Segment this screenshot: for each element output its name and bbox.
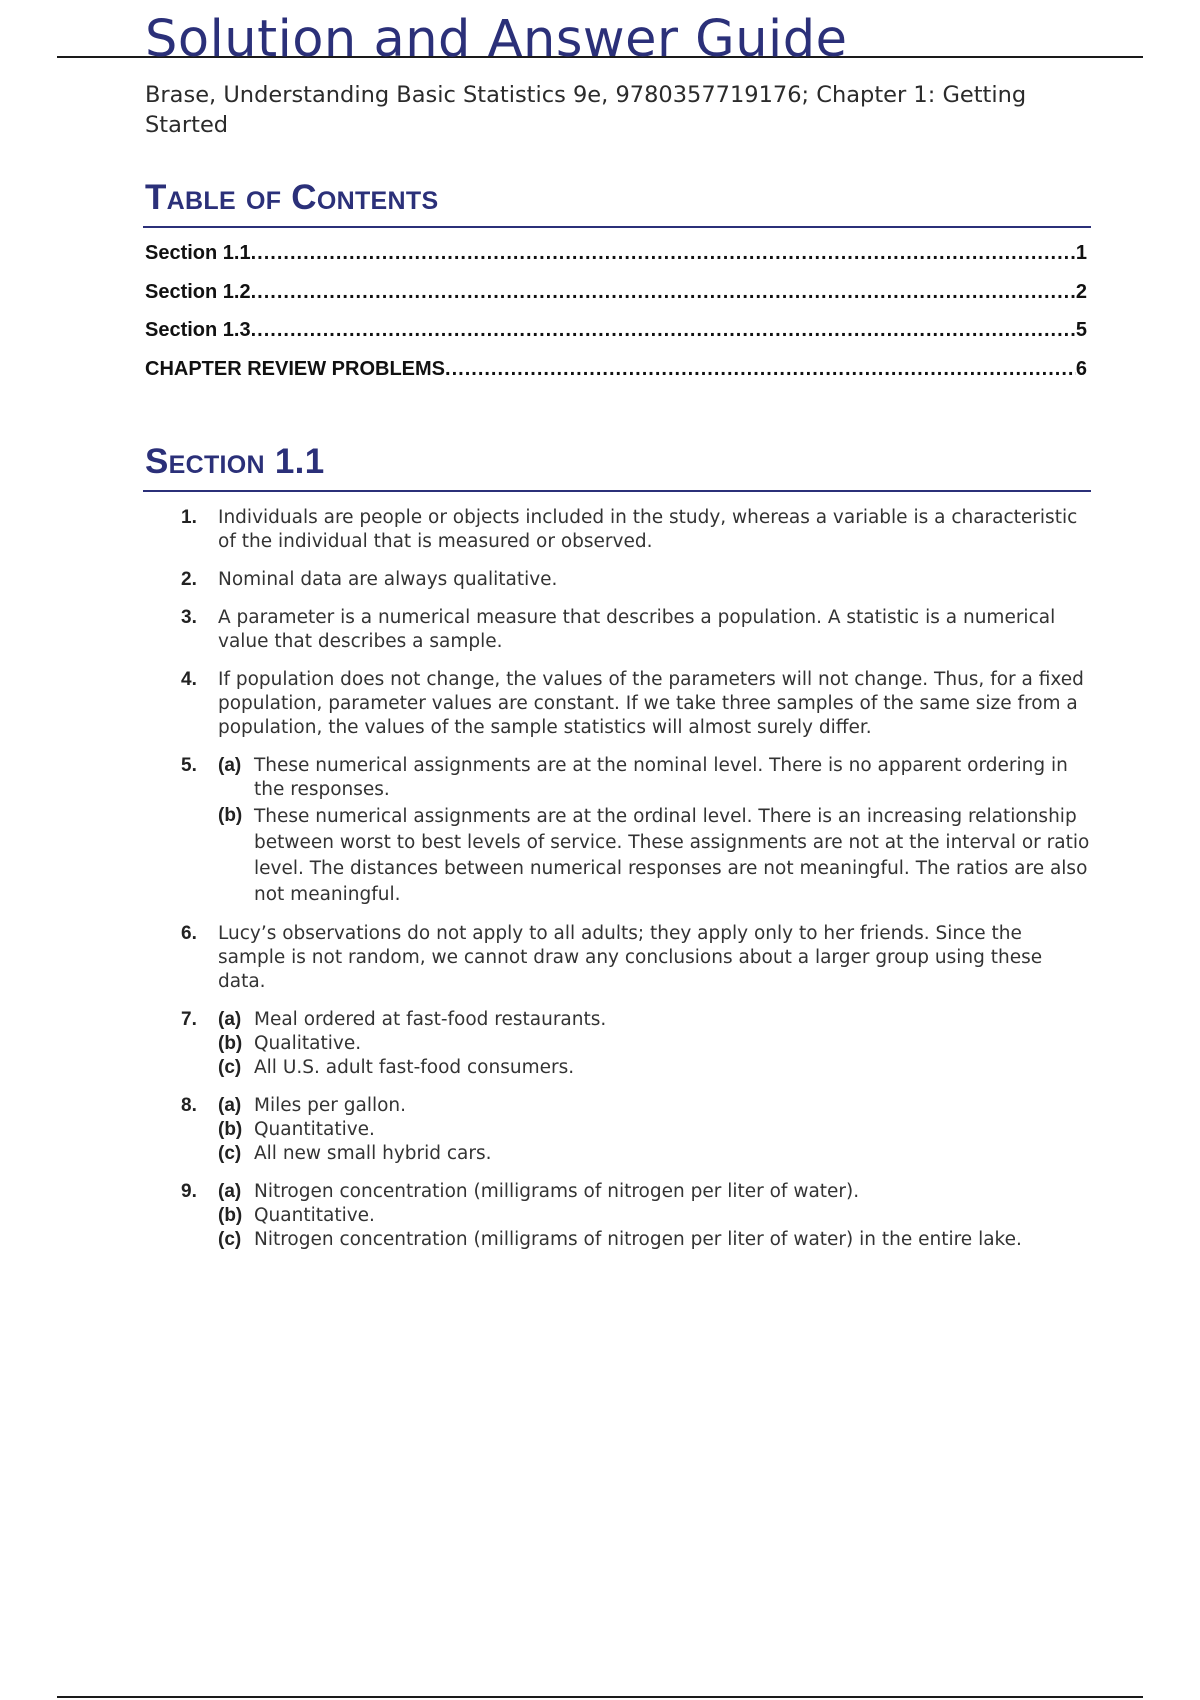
toc-leader-dots (251, 281, 1076, 304)
answer-item (181, 1180, 1091, 1252)
answer-part (218, 1008, 1091, 1032)
answer-item (181, 1008, 1091, 1080)
section-heading-rule (143, 490, 1091, 492)
toc-entry[interactable] (145, 281, 1087, 320)
answer-number: 2. (181, 569, 197, 590)
toc-entry-label: Section 1.2 (145, 280, 251, 303)
part-label: (b) (218, 1205, 243, 1226)
part-text: Miles per gallon. (254, 1095, 407, 1116)
document-title: Solution and Answer Guide (145, 10, 848, 69)
part-label: (b) (218, 1119, 243, 1140)
toc-leader-dots (445, 358, 1076, 381)
answer-item (181, 754, 1091, 908)
answer-text: Lucy’s observations do not apply to all adults; they apply only to her friends. Since the sample is not random, we cannot draw any conclusions about a larger group using these data. (218, 923, 1043, 992)
answer-part (218, 1032, 1091, 1056)
toc-entry-page: 2 (1075, 280, 1087, 303)
part-text: Nitrogen concentration (milligrams of nitrogen per liter of water). (254, 1181, 860, 1202)
answer-part (218, 1204, 1091, 1228)
answer-parts (218, 754, 1091, 908)
part-label: (a) (218, 755, 242, 776)
answer-item (181, 668, 1091, 740)
part-text: All U.S. adult fast-food consumers. (254, 1057, 575, 1078)
part-label: (a) (218, 1181, 242, 1202)
toc-entry-label: CHAPTER REVIEW PROBLEMS (145, 357, 446, 380)
toc-entry-page: 5 (1075, 319, 1087, 341)
part-label: (a) (218, 1009, 242, 1030)
answer-part (218, 1228, 1091, 1252)
part-label: (b) (218, 1033, 243, 1054)
answer-part (218, 1056, 1091, 1080)
section-heading: Section 1.1 (145, 442, 325, 481)
part-text: Quantitative. (254, 1119, 375, 1140)
toc-entry[interactable] (145, 242, 1087, 281)
answer-text: Individuals are people or objects included in the study, whereas a variable is a characteristic of the individual that is measured or observed. (218, 507, 1078, 552)
part-text: These numerical assignments are at the nominal level. There is no apparent ordering in the responses. (254, 755, 1068, 800)
part-label: (c) (218, 1057, 242, 1078)
answer-number: 5. (181, 755, 197, 776)
answer-part (218, 1094, 1091, 1118)
answer-number: 3. (181, 607, 197, 628)
toc-heading: Table of Contents (145, 178, 439, 217)
part-label: (c) (218, 1229, 242, 1250)
answer-number: 4. (181, 669, 197, 690)
part-text: Meal ordered at fast-food restaurants. (254, 1009, 607, 1030)
toc-entry[interactable] (145, 319, 1087, 358)
answer-item (181, 606, 1091, 654)
answer-part (218, 1180, 1091, 1204)
part-text: All new small hybrid cars. (254, 1143, 492, 1164)
answer-text: A parameter is a numerical measure that describes a population. A statistic is a numerical value that describes a sample. (218, 607, 1056, 652)
answer-number: 7. (181, 1009, 197, 1030)
answer-part (218, 804, 1091, 908)
answer-number: 1. (181, 507, 197, 528)
answer-parts (218, 1094, 1091, 1166)
part-text: Qualitative. (254, 1033, 362, 1054)
toc-entry-label: Section 1.3 (145, 319, 251, 341)
answer-list (181, 506, 1091, 1266)
toc-entry-label: Section 1.1 (145, 242, 251, 264)
document-subtitle: Brase, Understanding Basic Statistics 9e, 9780357719176; Chapter 1: Getting Started (145, 82, 1027, 138)
answer-item (181, 1094, 1091, 1166)
answer-item (181, 922, 1091, 994)
toc-entry[interactable] (145, 358, 1087, 397)
toc-entry-page: 1 (1075, 242, 1087, 264)
toc-leader-dots (251, 242, 1076, 265)
answer-number: 6. (181, 923, 197, 944)
part-text: Nitrogen concentration (milligrams of nitrogen per liter of water) in the entire lake. (254, 1229, 1022, 1250)
answer-item (181, 506, 1091, 554)
table-of-contents (145, 242, 1087, 396)
answer-item (181, 568, 1091, 592)
part-text: Quantitative. (254, 1205, 375, 1226)
footer-rule (57, 1696, 1143, 1698)
answer-number: 9. (181, 1181, 197, 1202)
answer-text: If population does not change, the values of the parameters will not change. Thus, for a fixed population, parameter values are constant. If we take three samples of the same size from a population, the values of the sample statistics will almost surely differ. (218, 669, 1084, 738)
part-text: These numerical assignments are at the ordinal level. There is an increasing relationship between worst to best levels of service. These assignments are not at the interval or ratio level. The distances between numerical responses are not meaningful. The ratios are also not meaningful. (254, 806, 1090, 905)
answer-text: Nominal data are always qualitative. (218, 569, 558, 590)
answer-part (218, 1118, 1091, 1142)
part-label: (a) (218, 1095, 242, 1116)
answer-part (218, 754, 1091, 802)
part-label: (c) (218, 1143, 242, 1164)
toc-leader-dots (251, 319, 1076, 342)
answer-parts (218, 1180, 1091, 1252)
answer-number: 8. (181, 1095, 197, 1116)
toc-heading-rule (143, 226, 1091, 228)
toc-entry-page: 6 (1075, 357, 1087, 380)
answer-part (218, 1142, 1091, 1166)
answer-parts (218, 1008, 1091, 1080)
part-label: (b) (218, 805, 243, 826)
